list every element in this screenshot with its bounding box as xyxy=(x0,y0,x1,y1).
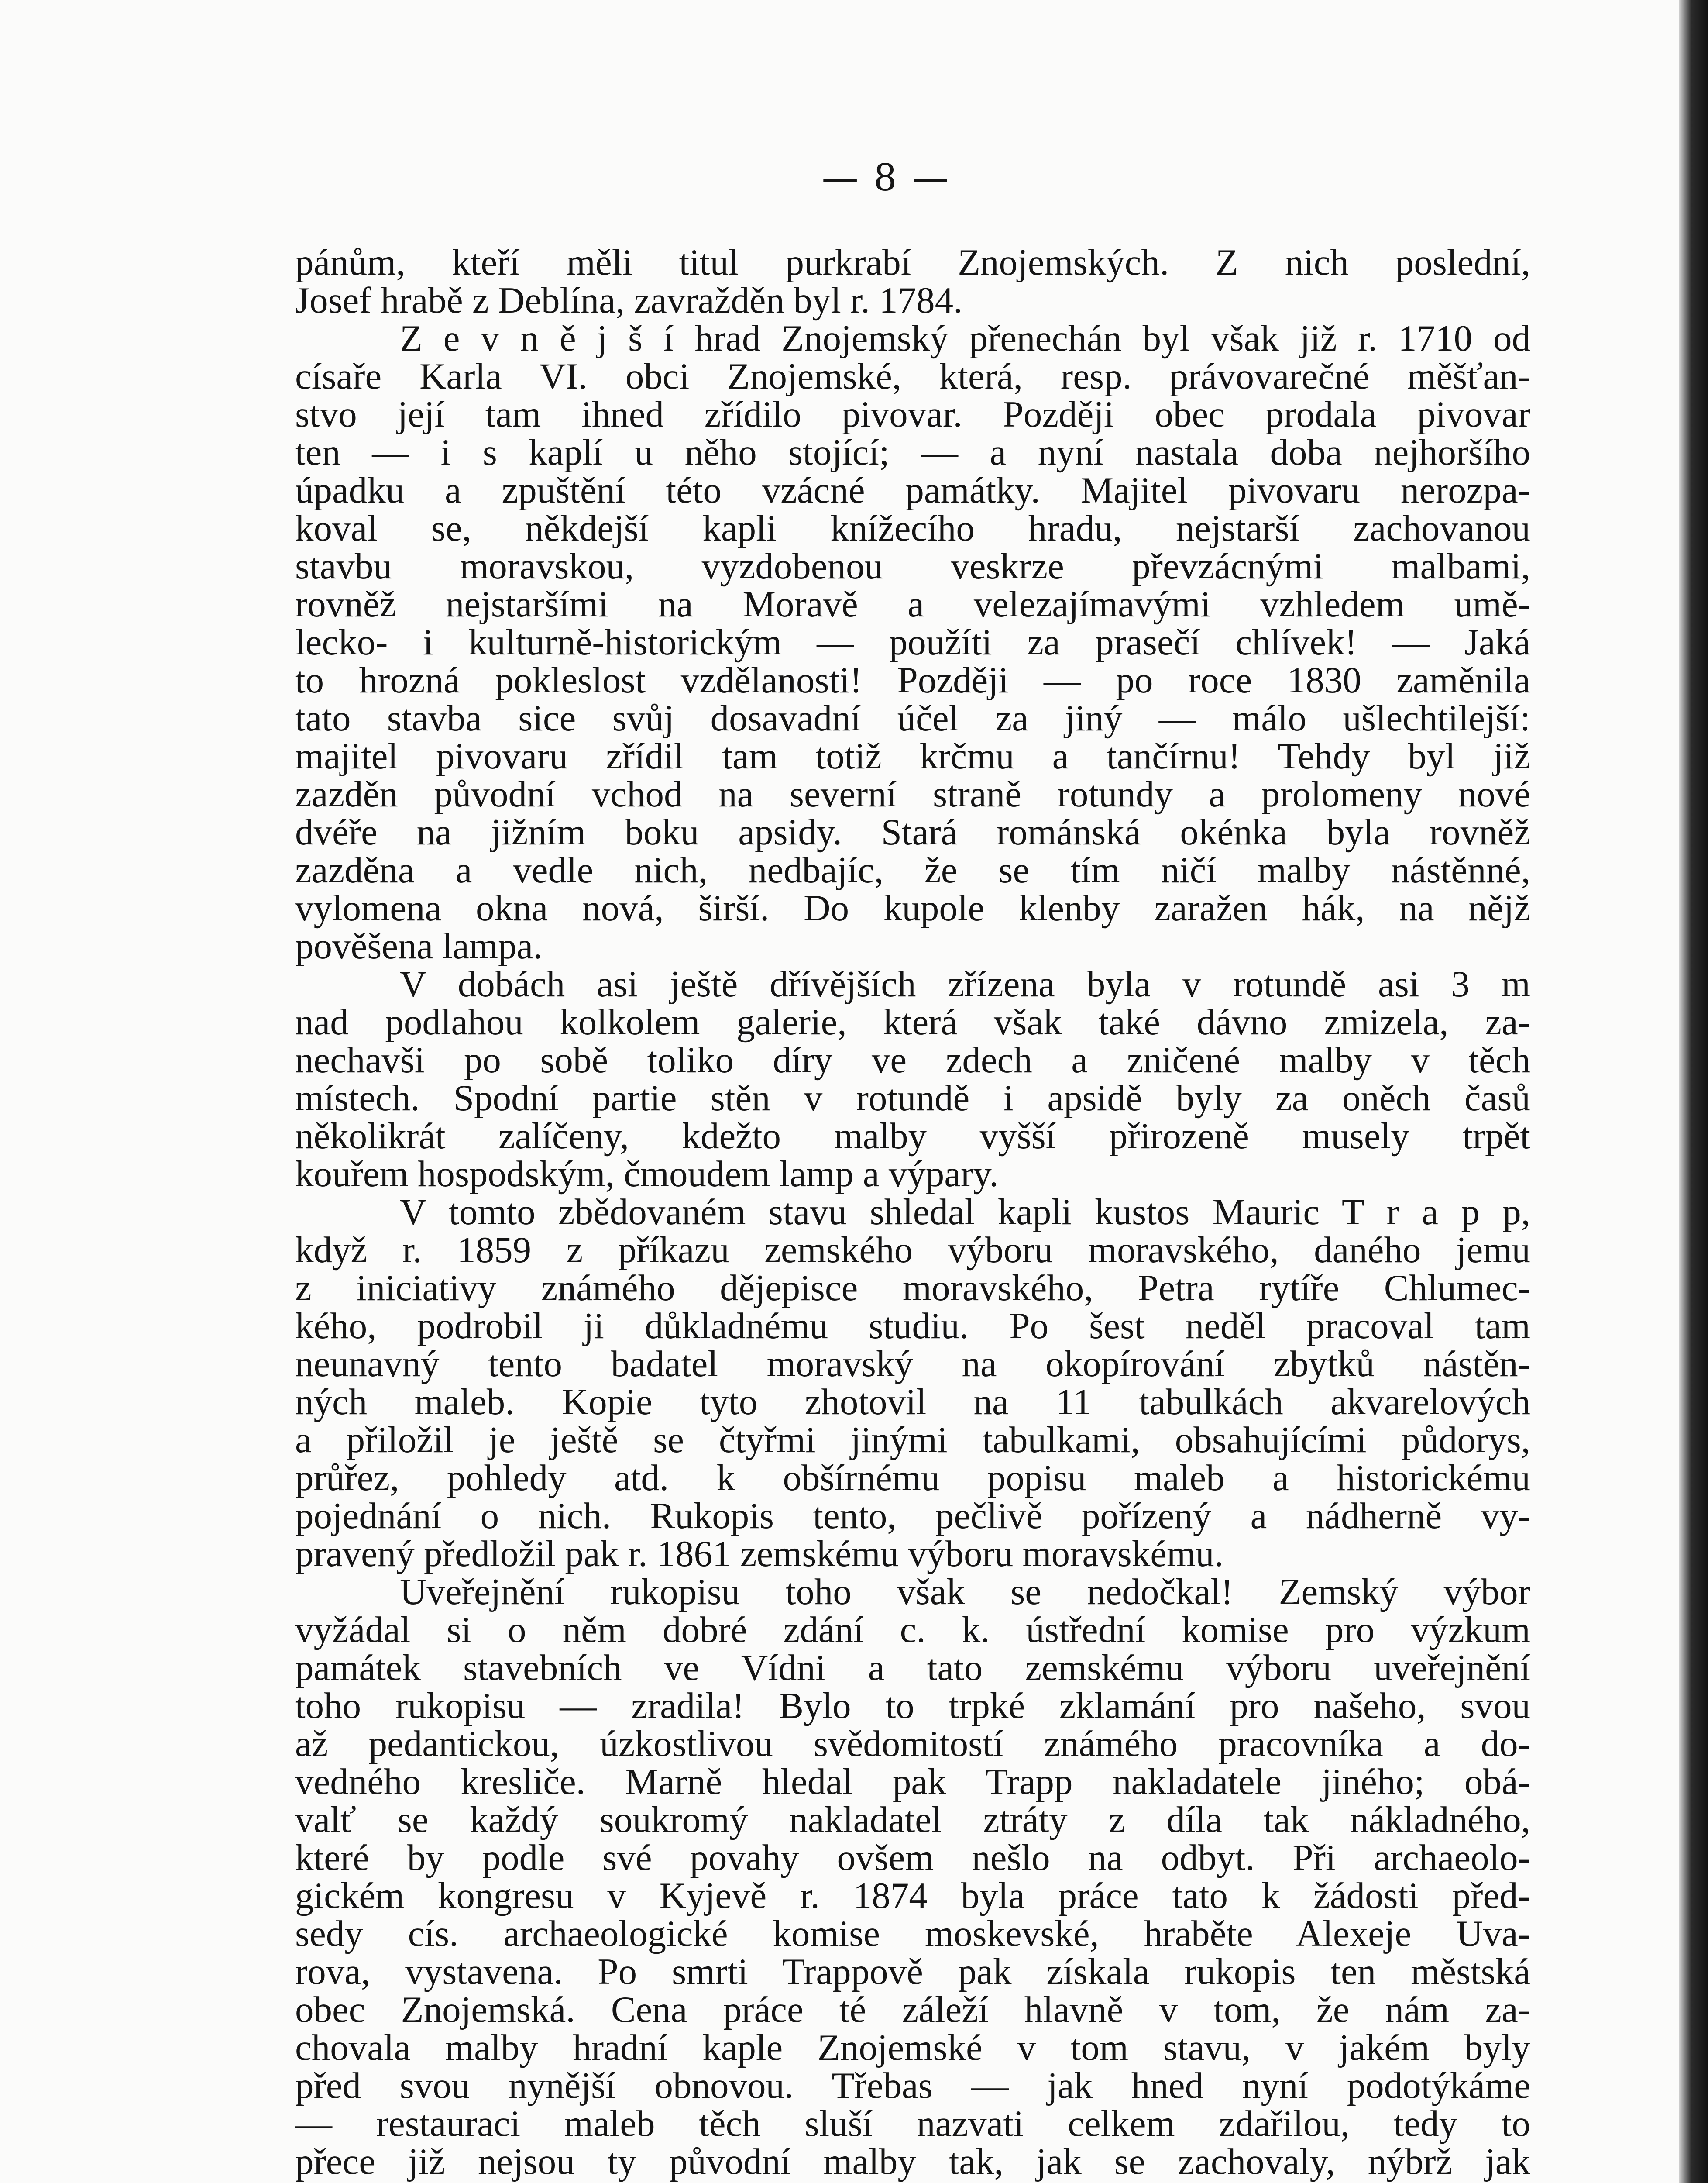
text-line: a přiložil je ještě se čtyřmi jinými tabulkami, obsahujícími půdorys, xyxy=(295,1419,1530,1460)
text-line: úpadku a zpuštění této vzácné památky. Majitel pivovaru nerozpa- xyxy=(295,470,1530,511)
text-line: V tomto zbědovaném stavu shledal kapli kustos Mauric T r a p p, xyxy=(400,1191,1530,1233)
text-line: kouřem hospodským, čmoudem lamp a výpary. xyxy=(295,1153,999,1195)
text-line: — restauraci maleb těch sluší nazvati celkem zdařilou, tedy to xyxy=(295,2103,1530,2144)
text-line: nad podlahou kolkolem galerie, která však také dávno zmizela, za- xyxy=(295,1002,1530,1043)
text-line: Josef hrabě z Deblína, zavražděn byl r. 1784. xyxy=(295,280,963,321)
text-line: dvéře na jižním boku apsidy. Stará románská okénka byla rovněž xyxy=(295,812,1530,853)
text-line: rova, vystavena. Po smrti Trappově pak získala rukopis ten městská xyxy=(295,1951,1530,1992)
text-line: před svou nynější obnovou. Třebas — jak hned nyní podotýkáme xyxy=(295,2065,1530,2106)
body-text xyxy=(295,244,1530,2181)
text-line: zazděna a vedle nich, nedbajíc, že se tím ničí malby nástěnné, xyxy=(295,850,1530,891)
text-line: ných maleb. Kopie tyto zhotovil na 11 tabulkách akvarelových xyxy=(295,1381,1530,1422)
text-line: pánům, kteří měli titul purkrabí Znojemských. Z nich poslední, xyxy=(295,242,1530,283)
text-line: stavbu moravskou, vyzdobenou veskrze převzácnými malbami, xyxy=(295,546,1530,587)
text-line: rovněž nejstaršími na Moravě a velezajímavými vzhledem umě- xyxy=(295,584,1530,625)
text-line: tato stavba sice svůj dosavadní účel za jiný — málo ušlechtilejší: xyxy=(295,698,1530,739)
text-line: přece již nejsou ty původní malby tak, jak se zachovaly, nýbrž jak xyxy=(295,2141,1530,2182)
text-line: neunavný tento badatel moravský na okopírování zbytků nástěn- xyxy=(295,1343,1530,1384)
text-line: průřez, pohledy atd. k obšírnému popisu maleb a historickému xyxy=(295,1457,1530,1498)
text-line: několikrát zalíčeny, kdežto malby vyšší přirozeně musely trpět xyxy=(295,1116,1530,1157)
text-line: lecko- i kulturně-historickým — použíti za prasečí chlívek! — Jaká xyxy=(295,622,1530,663)
text-line: císaře Karla VI. obci Znojemské, která, resp. právovarečné měšťan- xyxy=(295,356,1530,397)
text-line: to hrozná pokleslost vzdělanosti! Později — po roce 1830 zaměnila xyxy=(295,660,1530,701)
text-line: valť se každý soukromý nakladatel ztráty z díla tak nákladného, xyxy=(295,1799,1530,1840)
text-line: až pedantickou, úzkostlivou svědomitostí známého pracovníka a do- xyxy=(295,1723,1530,1764)
text-line: ten — i s kaplí u něho stojící; — a nyní nastala doba nejhoršího xyxy=(295,432,1530,473)
text-line: které by podle své povahy ovšem nešlo na odbyt. Při archaeolo- xyxy=(295,1837,1530,1878)
text-line: z iniciativy známého dějepisce moravského, Petra rytíře Chlumec- xyxy=(295,1267,1530,1308)
text-line: pravený předložil pak r. 1861 zemskému výboru moravskému. xyxy=(295,1533,1223,1574)
text-line: obec Znojemská. Cena práce té záleží hlavně v tom, že nám za- xyxy=(295,1989,1530,2030)
text-line: majitel pivovaru zřídil tam totiž krčmu a tančírnu! Tehdy byl již xyxy=(295,736,1530,777)
text-line: vyžádal si o něm dobré zdání c. k. ústřední komise pro výzkum xyxy=(295,1609,1530,1650)
text-line: Z e v n ě j š í hrad Znojemský přenechán byl však již r. 1710 od xyxy=(400,318,1530,359)
text-line: gickém kongresu v Kyjevě r. 1874 byla práce tato k žádosti před- xyxy=(295,1875,1530,1916)
text-line: sedy cís. archaeologické komise moskevské, hraběte Alexeje Uva- xyxy=(295,1913,1530,1954)
text-line: toho rukopisu — zradila! Bylo to trpké zklamání pro našeho, svou xyxy=(295,1685,1530,1726)
text-line: chovala malby hradní kaple Znojemské v tom stavu, v jakém byly xyxy=(295,2027,1530,2068)
text-line: Uveřejnění rukopisu toho však se nedočkal! Zemský výbor xyxy=(400,1571,1530,1612)
text-line: když r. 1859 z příkazu zemského výboru moravského, daného jemu xyxy=(295,1229,1530,1271)
text-line: vylomena okna nová, širší. Do kupole klenby zaražen hák, na nějž xyxy=(295,888,1530,929)
text-line: vedného kresliče. Marně hledal pak Trapp nakladatele jiného; obá- xyxy=(295,1761,1530,1802)
text-line: stvo její tam ihned zřídilo pivovar. Později obec prodala pivovar xyxy=(295,394,1530,435)
text-line: kého, podrobil ji důkladnému studiu. Po šest neděl pracoval tam xyxy=(295,1305,1530,1346)
text-line: nechavši po sobě toliko díry ve zdech a zničené malby v těch xyxy=(295,1040,1530,1081)
page-number: — 8 — xyxy=(821,156,951,199)
text-line: památek stavebních ve Vídni a tato zemskému výboru uveřejnění xyxy=(295,1647,1530,1688)
page-edge-shadow xyxy=(1679,0,1708,2183)
text-line: V dobách asi ještě dřívějších zřízena byla v rotundě asi 3 m xyxy=(400,964,1530,1005)
text-line: zazděn původní vchod na severní straně rotundy a prolomeny nové xyxy=(295,774,1530,815)
text-line: pověšena lampa. xyxy=(295,926,543,967)
text-line: pojednání o nich. Rukopis tento, pečlivě pořízený a nádherně vy- xyxy=(295,1495,1530,1536)
text-line: koval se, někdejší kapli knížecího hradu, nejstarší zachovanou xyxy=(295,508,1530,549)
text-line: místech. Spodní partie stěn v rotundě i apsidě byly za oněch časů xyxy=(295,1078,1530,1119)
